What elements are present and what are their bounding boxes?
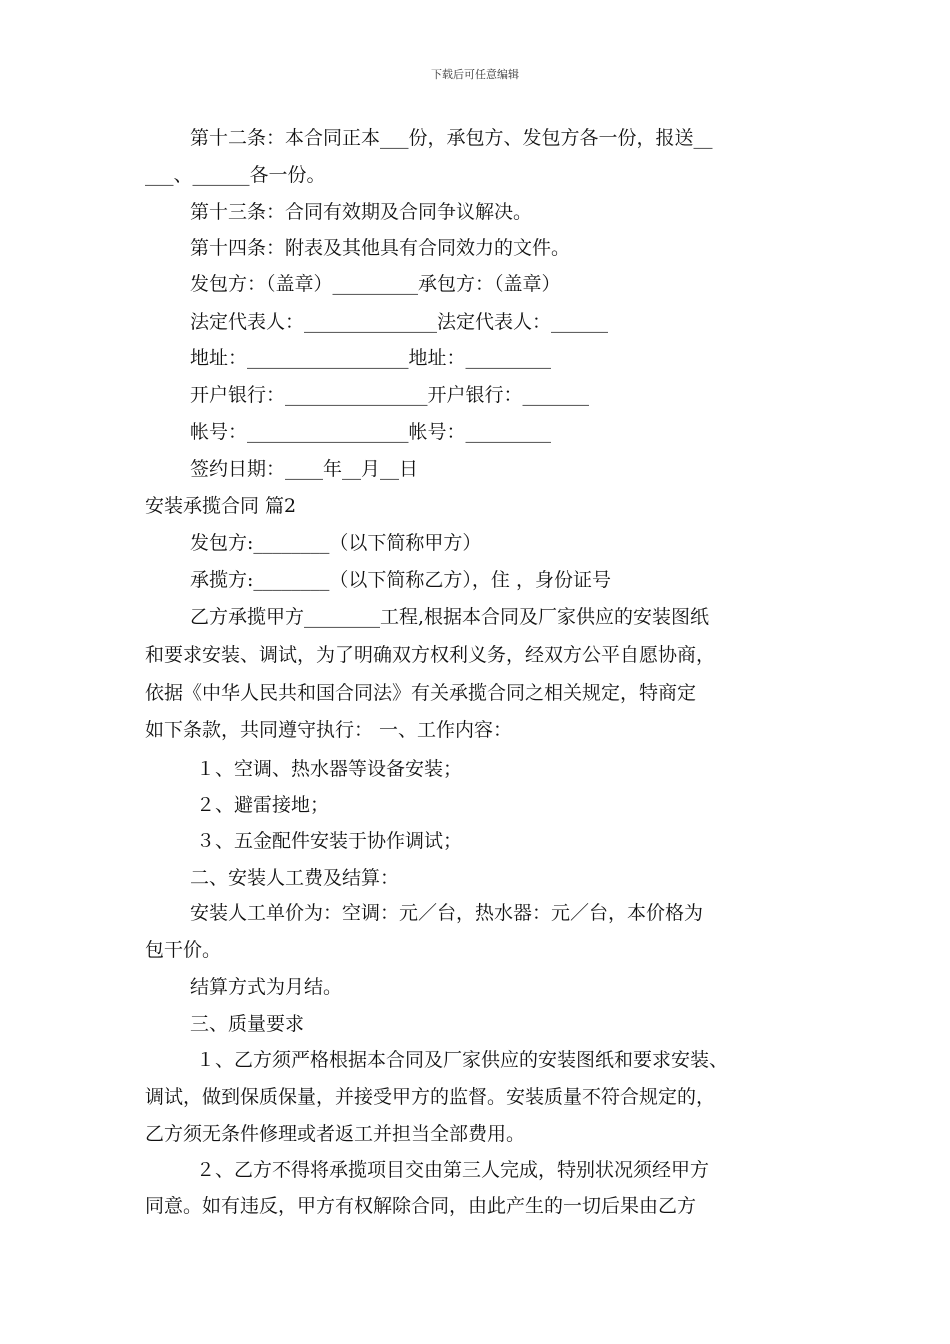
page-header-note: 下载后可任意编辑 <box>431 68 519 81</box>
work-item-1: １、空调、热水器等设备安装； <box>196 758 463 780</box>
work-item-2: ２、避雷接地； <box>196 794 330 816</box>
quality-item-1-line-2: 调试，做到保质保量，并接受甲方的监督。安装质量不符合规定的， <box>145 1086 716 1108</box>
intro-paragraph-line-2: 和要求安装、调试，为了明确双方权利义务，经双方公平自愿协商， <box>145 644 716 666</box>
clause-12-line-2: ___、______各一份。 <box>145 164 326 186</box>
contractor-line: 承揽方:________（以下简称乙方），住 ，身份证号 <box>190 569 611 591</box>
signing-date-line: 签约日期：____年__月__日 <box>190 458 419 480</box>
account-line: 帐号：_________________帐号：_________ <box>190 421 552 443</box>
employer-line: 发包方:________（以下简称甲方） <box>190 532 482 554</box>
section-3-heading: 三、质量要求 <box>190 1013 305 1035</box>
address-line: 地址：_________________地址：_________ <box>190 347 552 369</box>
quality-item-1-line-3: 乙方须无条件修理或者返工并担当全部费用。 <box>145 1123 526 1145</box>
quality-item-2-line-2: 同意。如有违反，甲方有权解除合同，由此产生的一切后果由乙方 <box>145 1195 697 1217</box>
clause-13: 第十三条：合同有效期及合同争议解决。 <box>190 201 533 223</box>
section-title: 安装承揽合同 篇2 <box>145 495 297 517</box>
bank-line: 开户银行：_______________开户银行：_______ <box>190 384 590 406</box>
intro-paragraph-line-1: 乙方承揽甲方________工程,根据本合同及厂家供应的安装图纸 <box>190 606 710 628</box>
settlement-line: 结算方式为月结。 <box>190 976 343 998</box>
quality-item-1-line-1: １、乙方须严格根据本合同及厂家供应的安装图纸和要求安装、 <box>196 1049 729 1071</box>
unit-price-line-1: 安装人工单价为：空调：元／台，热水器：元／台，本价格为 <box>190 902 704 924</box>
work-item-3: ３、五金配件安装于协作调试； <box>196 830 463 852</box>
clause-14: 第十四条：附表及其他具有合同效力的文件。 <box>190 237 571 259</box>
section-2-heading: 二、安装人工费及结算： <box>190 867 400 889</box>
signature-seal-line: 发包方：（盖章）_________承包方：（盖章） <box>190 273 561 295</box>
unit-price-line-2: 包干价。 <box>145 939 222 961</box>
intro-paragraph-line-4: 如下条款，共同遵守执行： 一、工作内容： <box>145 719 513 741</box>
intro-paragraph-line-3: 依据《中华人民共和国合同法》有关承揽合同之相关规定，特商定 <box>145 682 697 704</box>
clause-12-line-1: 第十二条：本合同正本___份，承包方、发包方各一份，报送__ <box>190 127 713 149</box>
legal-representative-line: 法定代表人：______________法定代表人：______ <box>190 311 609 333</box>
quality-item-2-line-1: ２、乙方不得将承揽项目交由第三人完成，特别状况须经甲方 <box>196 1159 710 1181</box>
